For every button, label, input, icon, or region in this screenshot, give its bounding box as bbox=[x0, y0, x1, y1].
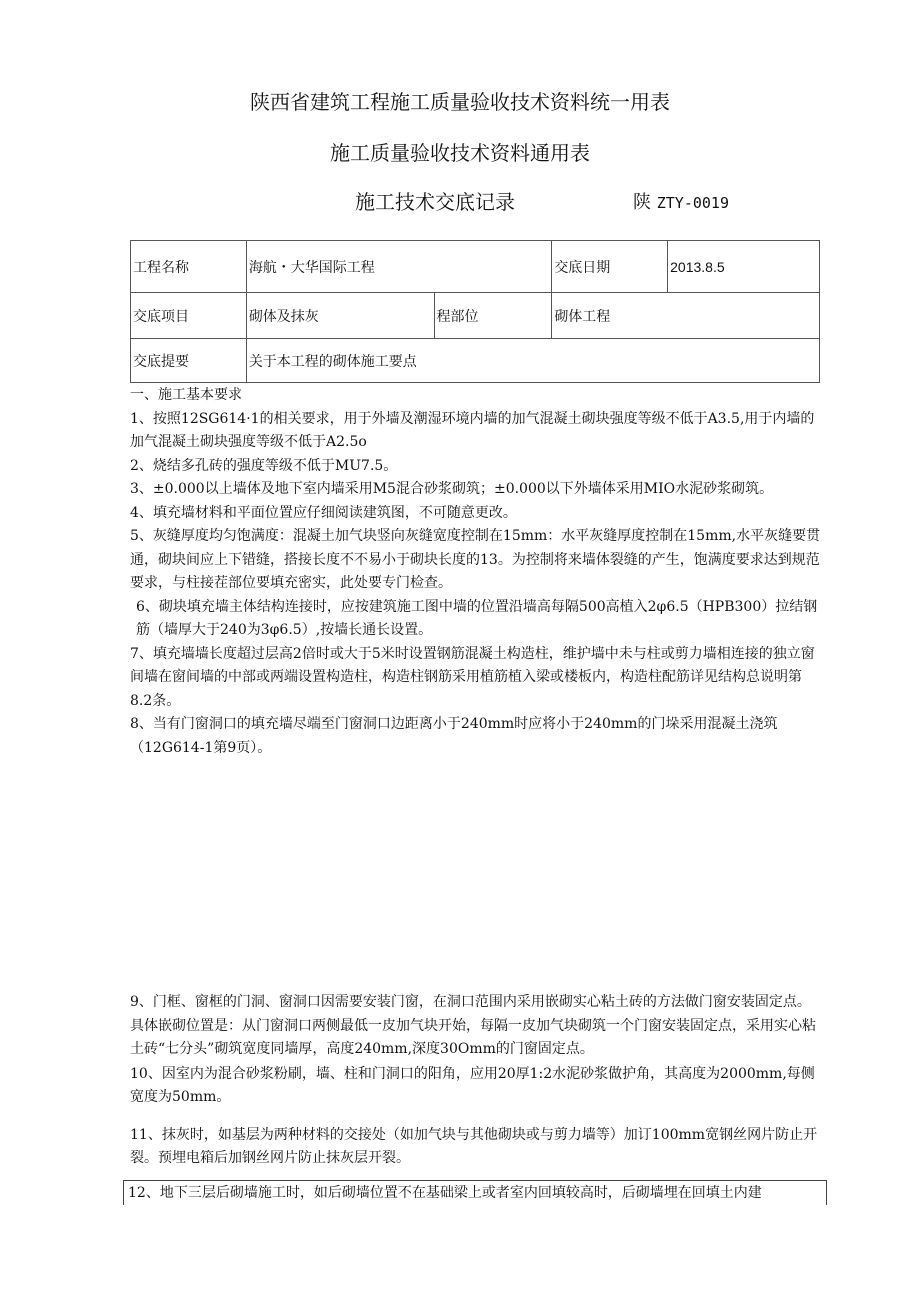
project-name-value: 海航・大华国际工程 bbox=[246, 241, 552, 293]
requirement-item-7: 7、填充墙墙长度超过层高2倍时或大于5米时设置钢筋混凝土构造柱，维护墙中未与柱或剪力墙相连接的独立窗间墙在窗间墙的中部或两端设置构造柱，构造柱钢筋采用植筋植入梁或楼板内，构造柱配筋详见结构总说明第8.2条。 bbox=[130, 645, 815, 709]
form-code-prefix: 陕 bbox=[633, 192, 651, 213]
requirements-section-continued bbox=[130, 991, 824, 1171]
info-row-item bbox=[131, 293, 820, 339]
date-value: 2013.8.5 bbox=[668, 241, 820, 293]
requirement-item-4: 4、填充墙材料和平面位置应仔细阅读建筑图，不可随意更改。 bbox=[130, 504, 517, 521]
summary-label: 交底提要 bbox=[131, 339, 247, 383]
main-title: 陕西省建筑工程施工质量验收技术资料统一用表 bbox=[250, 90, 670, 114]
form-code bbox=[633, 188, 729, 214]
requirement-item-12: 12、地下三层后砌墙施工时，如后砌墙位置不在基础梁上或者室内回填较高时，后砌墙埋在回填土内建 bbox=[123, 1180, 827, 1205]
section-heading: 一、施工基本要求 bbox=[130, 387, 242, 403]
requirement-item-3: 3、±0.000以上墙体及地下室内墙采用M5混合砂浆砌筑；±0.000以下外墙体采用MIO水泥砂浆砌筑。 bbox=[130, 481, 774, 497]
requirement-item-10: 10、因室内为混合砂浆粉刷，墙、柱和门洞口的阳角，应用20厚1:2水泥砂浆做护角，其高度为2000mm,每侧宽度为50mm。 bbox=[130, 1065, 815, 1105]
requirement-item-6: 6、砌块填充墙主体结构连接时，应按建筑施工图中墙的位置沿墙高每隔500高植入2φ6.5（HPB300）拉结钢筋（墙厚大于240为3φ6.5）,按墙长通长设置。 bbox=[136, 598, 818, 638]
part-label: 程部位 bbox=[434, 293, 552, 339]
info-row-summary bbox=[131, 339, 820, 383]
form-code-number: ZTY-0019 bbox=[656, 194, 729, 212]
info-row-project bbox=[131, 241, 820, 293]
requirement-item-11: 11、抹灰时，如基层为两种材料的交接处（如加气块与其他砌块或与剪力墙等）加订100mm宽钢丝网片防止开裂。预埋电箱后加钢丝网片防止抹灰层开裂。 bbox=[130, 1126, 818, 1166]
item-value: 砌体及抹灰 bbox=[246, 293, 434, 339]
project-name-label: 工程名称 bbox=[131, 241, 247, 293]
record-title: 施工技术交底记录 bbox=[355, 190, 515, 214]
info-table bbox=[130, 240, 820, 383]
sub-title: 施工质量验收技术资料通用表 bbox=[330, 141, 590, 165]
requirements-section bbox=[130, 384, 824, 760]
date-label: 交底日期 bbox=[552, 241, 668, 293]
requirement-item-9: 9、门框、窗框的门洞、窗洞口因需要安装门窗，在洞口范围内采用嵌砌实心粘土砖的方法做门窗安装固定点。具体嵌砌位置是：从门窗洞口两侧最低一皮加气块开始，每隔一皮加气块砌筑一个门窗安装固定点，采用实心粘土砖“七分头”砌筑宽度同墙厚，高度240mm,深度30Omm的门窗固定点。 bbox=[130, 994, 816, 1057]
part-value: 砌体工程 bbox=[552, 293, 820, 339]
requirement-item-8: 8、当有门窗洞口的填充墙尽端至门窗洞口边距离小于240mm时应将小于240mm的门垛采用混凝土浇筑（12G614-1第9页）。 bbox=[130, 716, 778, 756]
requirement-item-1: 1、按照12SG614·1的相关要求，用于外墙及潮湿环境内墙的加气混凝土砌块强度等级不低于A3.5,用于内墙的加气混凝土砌块强度等级不低于A2.5o bbox=[130, 410, 815, 450]
requirement-item-5: 5、灰缝厚度均匀饱满度：混凝土加气块竖向灰缝宽度控制在15mm：水平灰缝厚度控制在15mm,水平灰缝要贯通，砌块间应上下错缝，搭接长度不不易小于砌块长度的13。为控制将来墙体裂缝的产生，饱满度要求达到规范要求，与柱接茬部位要填充密实，此处要专门检查。 bbox=[130, 528, 821, 591]
summary-value: 关于本工程的砌体施工要点 bbox=[246, 339, 819, 383]
item-label: 交底项目 bbox=[131, 293, 247, 339]
requirement-item-2: 2、烧结多孔砖的强度等级不低于MU7.5。 bbox=[130, 457, 398, 474]
